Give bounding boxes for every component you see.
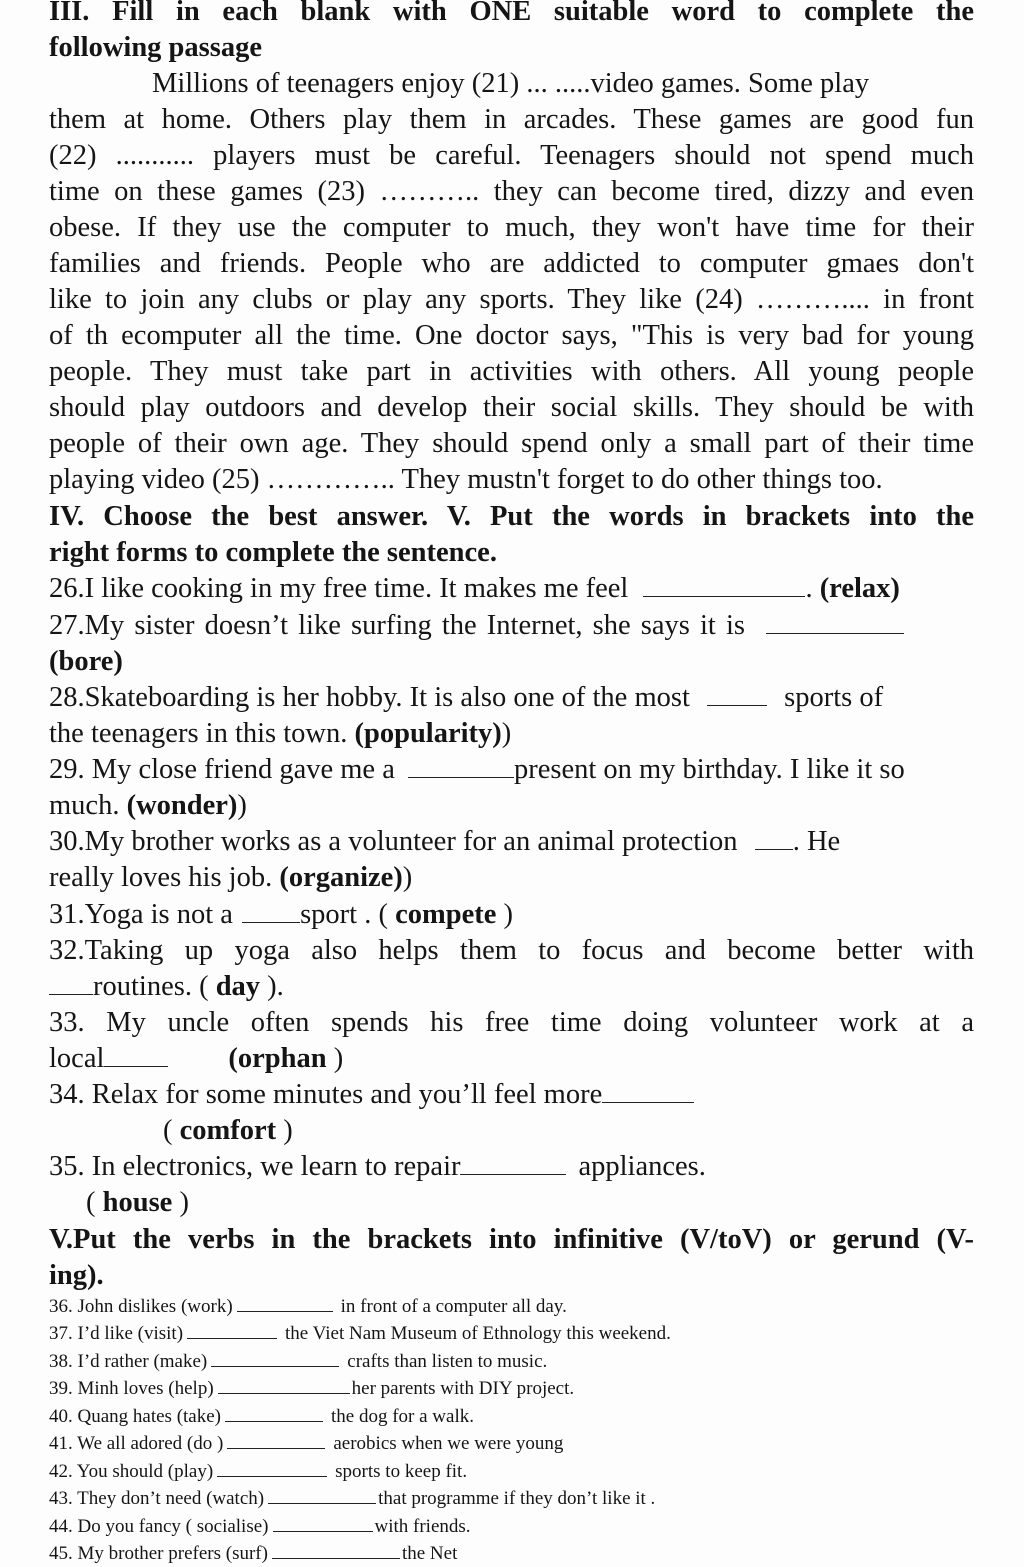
question-30: 30.My brother works as a volunteer for an animal protection . He xyxy=(49,826,841,857)
word-hint: day xyxy=(215,971,261,1002)
answer-blank[interactable] xyxy=(187,1324,277,1339)
question-35: 35. In electronics, we learn to repair appliances. xyxy=(49,1151,706,1182)
word-hint: (popularity) xyxy=(354,718,502,749)
worksheet-page: III. Fill in each blank with ONE suitable word to complete the following passage Millions of teenagers enjoy (21) ... .....video games. Some play them at home. Others play them in arcades. These games are good fun (22) ........... players must be careful. Teenagers should not spend much time on these games (23) ……….. they can become tired, dizzy and even obese. If they use the computer to much, they won't have time for their families and friends. People who are addicted to computer gmaes don't like to join any clubs or play any sports. They like (24) ……….... in front of th ecomputer all the time. One doctor says, "This is very bad for young people. They must take part in activities with others. All young people should play outdoors and develop their social skills. They should be with people of their own age. They should spend only a small part of their time playing video (25) ………….. They mustn't forget to do other things too. IV. Choose the best answer. V. Put the words in brackets into the right forms to complete the sentence. 26.I like cooking in my free time. It makes me feel . (relax) 27.My sister doesn’t like surfing the Internet, she says it is (bore) 28.Skateboarding is her hobby. It is also one of the most sports of the teenagers in this town. (popularity)) 29. My close friend gave me a present on my birthday. I like it so much. (wonder)) 30.My brother works as a volunteer for an animal protection . He really loves his job. (organize)) 31.Yoga is not a sport . ( compete ) 32.Taking up yoga also helps them to focus and become better with routines. ( day ). 33. My uncle often spends his free time doing volunteer work at a local (orphan ) 34. Relax for some minutes and you’ll feel more ( comfort ) 35. In electronics, we learn to repair appliances. ( house ) V.Put the verbs in the brackets into infinitive (V/toV) or gerund (V- ing). 36. John dislikes (work) in front of a computer all day. 37. I’d like (visit) the Viet Nam Museum of Ethnology this weekend. 38. I’d rather (make) crafts than listen to music. 39. Minh loves (help) her parents with DIY project. 40. Quang hates (take) the dog for a walk. 41. We all adored (do ) aerobics when we were young 42. You should (play) sports to keep fit. 43. They don’t need (watch) that programme if they don’t like it . 44. Do you fancy ( socialise) with friends. 45. My brother prefers (surf) the Net xyxy=(0,0,1024,1560)
answer-blank[interactable] xyxy=(766,611,904,634)
question-27 xyxy=(49,608,974,644)
question-31: 31.Yoga is not a sport . ( compete ) xyxy=(49,899,513,930)
answer-blank[interactable] xyxy=(460,1152,566,1175)
question-26: 26.I like cooking in my free time. It makes me feel . (relax) xyxy=(49,573,900,604)
word-hint: (wonder) xyxy=(126,790,238,821)
question-text: 28.Skateboarding is her hobby. It is also one of the most xyxy=(49,682,690,713)
passage-line: people of their own age. They should spend only a small part of their time xyxy=(49,428,974,459)
question-41: 41. We all adored (do ) aerobics when we were young xyxy=(49,1433,564,1454)
answer-blank[interactable] xyxy=(211,1352,339,1367)
passage-line: Millions of teenagers enjoy (21) ... .....video games. Some play xyxy=(152,68,870,99)
answer-blank[interactable] xyxy=(707,683,767,706)
section4-heading-cont: right forms to complete the sentence. xyxy=(49,537,497,568)
section5-heading-cont: ing). xyxy=(49,1260,104,1291)
answer-blank[interactable] xyxy=(104,1044,168,1067)
word-hint: (organize) xyxy=(279,862,403,893)
answer-blank[interactable] xyxy=(602,1080,694,1103)
passage-line: of th ecomputer all the time. One doctor says, "This is very bad for young xyxy=(49,320,974,351)
answer-blank[interactable] xyxy=(273,1517,373,1532)
question-text: 29. My close friend gave me a xyxy=(49,754,395,785)
word-hint: compete xyxy=(395,899,497,930)
passage-line: playing video (25) ………….. They mustn't forget to do other things too. xyxy=(49,464,883,495)
question-29: 29. My close friend gave me a present on my birthday. I like it so xyxy=(49,754,905,785)
question-43: 43. They don’t need (watch) that programme if they don’t like it . xyxy=(49,1488,656,1509)
answer-blank[interactable] xyxy=(237,1297,333,1312)
section4-heading: IV. Choose the best answer. V. Put the words in brackets into the xyxy=(49,501,974,532)
question-42: 42. You should (play) sports to keep fit. xyxy=(49,1461,468,1482)
answer-blank[interactable] xyxy=(268,1489,376,1504)
passage-line: like to join any clubs or play any sports. They like (24) ……….... in front xyxy=(49,284,974,315)
question-36: 36. John dislikes (work) in front of a computer all day. xyxy=(49,1296,567,1317)
question-39: 39. Minh loves (help) her parents with DIY project. xyxy=(49,1378,575,1399)
question-34 xyxy=(49,1077,974,1113)
question-text: 30.My brother works as a volunteer for an animal protection xyxy=(49,826,738,857)
word-hint: house xyxy=(102,1187,173,1218)
answer-blank[interactable] xyxy=(49,972,93,995)
answer-blank[interactable] xyxy=(217,1462,327,1477)
word-hint: (bore) xyxy=(49,646,123,677)
question-44: 44. Do you fancy ( socialise) with friends. xyxy=(49,1516,471,1537)
question-45: 45. My brother prefers (surf) the Net xyxy=(49,1543,458,1564)
question-text: 31.Yoga is not a xyxy=(49,899,233,930)
passage-line: people. They must take part in activities with others. All young people xyxy=(49,356,974,387)
passage-line: obese. If they use the computer to much, they won't have time for their xyxy=(49,212,974,243)
section3-heading: III. Fill in each blank with ONE suitable word to complete the xyxy=(49,0,974,27)
passage-line: (22) ........... players must be careful. Teenagers should not spend much xyxy=(49,140,974,171)
question-28: 28.Skateboarding is her hobby. It is also one of the most sports of xyxy=(49,682,884,713)
answer-blank[interactable] xyxy=(755,827,793,850)
passage-line: them at home. Others play them in arcades. These games are good fun xyxy=(49,104,974,135)
question-37: 37. I’d like (visit) the Viet Nam Museum of Ethnology this weekend. xyxy=(49,1323,671,1344)
question-38: 38. I’d rather (make) crafts than listen to music. xyxy=(49,1351,548,1372)
answer-blank[interactable] xyxy=(408,755,514,778)
question-40: 40. Quang hates (take) the dog for a walk. xyxy=(49,1406,474,1427)
word-hint: (orphan xyxy=(228,1043,327,1074)
word-hint: (relax) xyxy=(819,573,900,604)
answer-blank[interactable] xyxy=(242,900,300,923)
question-text: 26.I like cooking in my free time. It makes me feel xyxy=(49,573,629,604)
passage-line: families and friends. People who are addicted to computer gmaes don't xyxy=(49,248,974,279)
question-text: 27.My sister doesn’t like surfing the Internet, she says it is xyxy=(49,610,745,641)
question-32: 32.Taking up yoga also helps them to focus and become better with xyxy=(49,935,974,966)
passage-line: time on these games (23) ……….. they can become tired, dizzy and even xyxy=(49,176,974,207)
answer-blank[interactable] xyxy=(218,1379,350,1394)
passage-line: should play outdoors and develop their social skills. They should be with xyxy=(49,392,974,423)
section3-heading-cont: following passage xyxy=(49,32,262,63)
question-33: 33. My uncle often spends his free time doing volunteer work at a xyxy=(49,1007,974,1038)
question-text: 35. In electronics, we learn to repair xyxy=(49,1151,461,1182)
word-hint: comfort xyxy=(179,1115,277,1146)
section5-heading: V.Put the verbs in the brackets into infinitive (V/toV) or gerund (V- xyxy=(49,1224,974,1255)
answer-blank[interactable] xyxy=(643,574,805,597)
answer-blank[interactable] xyxy=(225,1407,323,1422)
question-text: 34. Relax for some minutes and you’ll feel more xyxy=(49,1079,603,1110)
answer-blank[interactable] xyxy=(272,1544,400,1559)
answer-blank[interactable] xyxy=(227,1434,325,1449)
